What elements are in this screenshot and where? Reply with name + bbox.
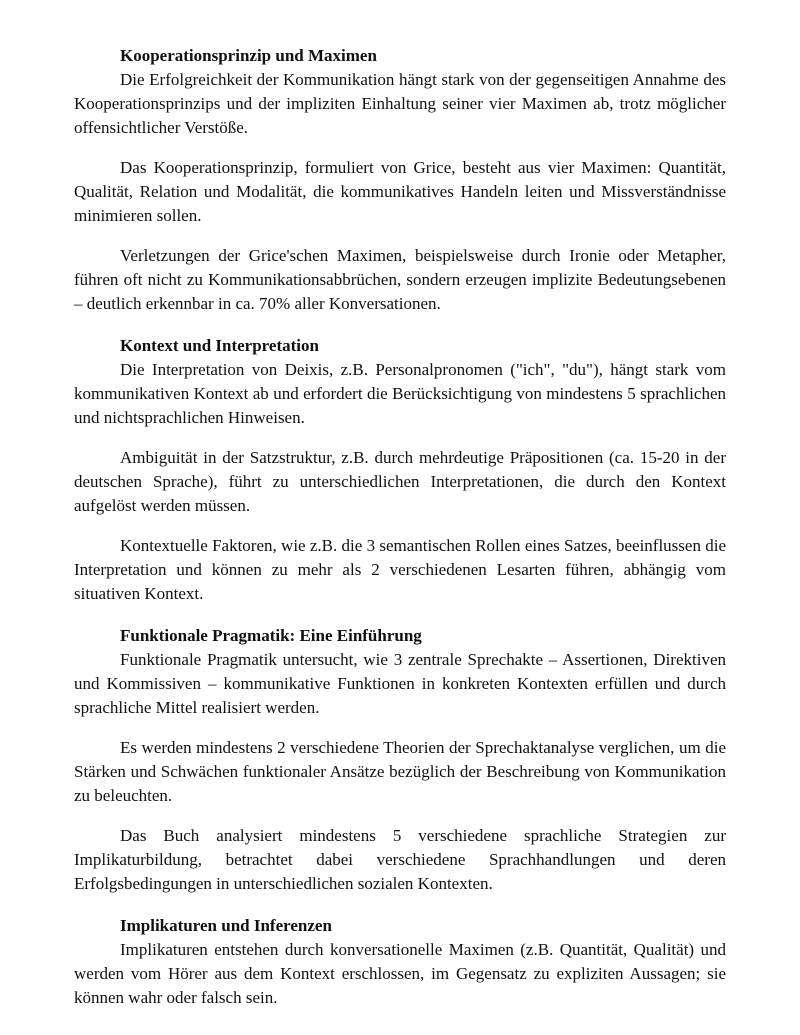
section-heading: Implikaturen und Inferenzen [120, 916, 332, 935]
paragraph: Funktionale Pragmatik untersucht, wie 3 zentrale Sprechakte – Assertionen, Direktiven und Kommissiven – kommunikative Funktionen in konkreten Kontexten erfüllen und durch sprachliche Mittel realisiert werden. [74, 650, 726, 717]
document-page [74, 44, 726, 1028]
section-implikaturen [74, 914, 726, 1010]
section-kontext [74, 334, 726, 606]
section-heading: Funktionale Pragmatik: Eine Einführung [120, 626, 422, 645]
paragraph: Es werden mindestens 2 verschiedene Theorien der Sprechaktanalyse verglichen, um die Stärken und Schwächen funktionaler Ansätze bezüglich der Beschreibung von Kommunikation zu beleuchten. [74, 738, 726, 805]
section-funktionale-pragmatik [74, 624, 726, 896]
section-heading: Kontext und Interpretation [120, 336, 319, 355]
paragraph: Ambiguität in der Satzstruktur, z.B. durch mehrdeutige Präpositionen (ca. 15-20 in der deutschen Sprache), führt zu unterschiedlichen Interpretationen, die durch den Kontext aufgelöst werden müssen. [74, 448, 726, 515]
paragraph: Implikaturen entstehen durch konversationelle Maximen (z.B. Quantität, Qualität) und werden vom Hörer aus dem Kontext erschlossen, im Gegensatz zu expliziten Aussagen; sie können wahr oder falsch sein. [74, 940, 726, 1007]
paragraph: Die Interpretation von Deixis, z.B. Personalpronomen ("ich", "du"), hängt stark vom kommunikativen Kontext ab und erfordert die Berücksichtigung von mindestens 5 sprachlichen und nichtsprachlichen Hinweisen. [74, 360, 726, 427]
paragraph: Das Buch analysiert mindestens 5 verschiedene sprachliche Strategien zur Implikaturbildung, betrachtet dabei verschiedene Sprachhandlungen und deren Erfolgsbedingungen in unterschiedlichen sozialen Kontexten. [74, 826, 726, 893]
section-kooperationsprinzip [74, 44, 726, 316]
paragraph: Die Erfolgreichkeit der Kommunikation hängt stark von der gegenseitigen Annahme des Kooperationsprinzips und der impliziten Einhaltung seiner vier Maximen ab, trotz möglicher offensichtlicher Verstöße. [74, 70, 726, 137]
paragraph: Kontextuelle Faktoren, wie z.B. die 3 semantischen Rollen eines Satzes, beeinflussen die Interpretation und können zu mehr als 2 verschiedenen Lesarten führen, abhängig vom situativen Kontext. [74, 536, 726, 603]
paragraph: Das Kooperationsprinzip, formuliert von Grice, besteht aus vier Maximen: Quantität, Qualität, Relation und Modalität, die kommunikatives Handeln leiten und Missverständnisse minimieren sollen. [74, 158, 726, 225]
section-heading: Kooperationsprinzip und Maximen [120, 46, 377, 65]
paragraph: Verletzungen der Grice'schen Maximen, beispielsweise durch Ironie oder Metapher, führen oft nicht zu Kommunikationsabbrüchen, sondern erzeugen implizite Bedeutungsebenen – deutlich erkennbar in ca. 70% aller Konversationen. [74, 246, 726, 313]
